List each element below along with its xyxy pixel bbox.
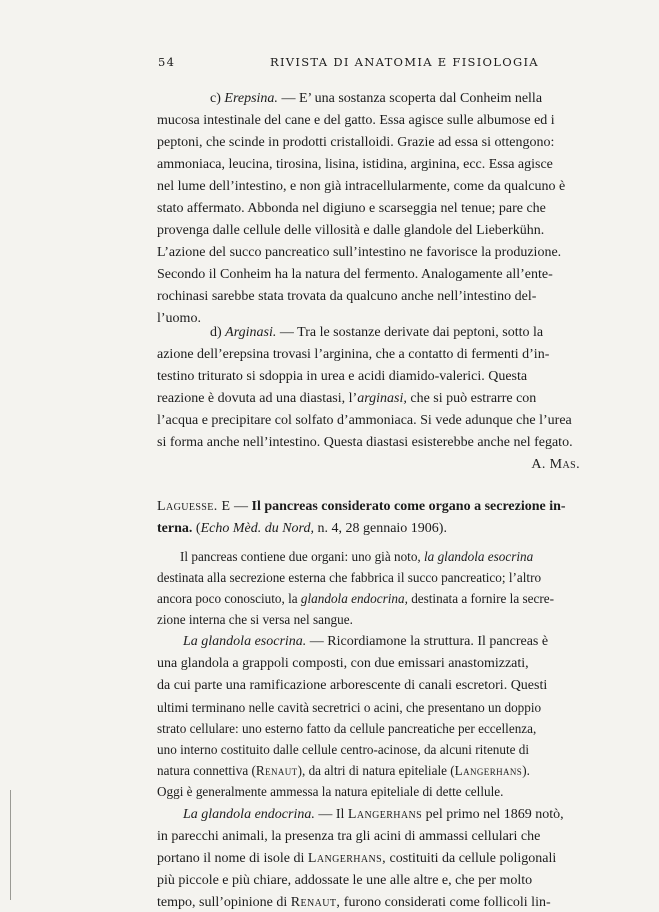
enzyme-name-arginasi: Arginasi.	[225, 325, 277, 340]
exocrine-heading: La glandola esocrina.	[183, 634, 307, 649]
arginasi-term: arginasi,	[357, 391, 407, 406]
review-title-line: Laguesse. E — Il pancreas considerato come organo a secrezione in-	[157, 499, 566, 514]
text-line: strato cellulare: uno esterno fatto da cellule pancreatiche per eccellenza,	[157, 721, 537, 736]
text-line: rochinasi sarebbe stata trovata da qualcuno anche nell’intestino del-	[157, 289, 537, 304]
review-title: Il pancreas considerato come organo a secrezione in-	[251, 499, 566, 514]
text-line: portano il nome di isole di Langerhans, costituiti da cellule poligonali	[157, 851, 557, 866]
endocrine-heading-line: La glandola endocrina. — Il Langerhans pel primo nel 1869 notò,	[183, 807, 564, 822]
text-line: — E’ una sostanza scoperta dal Conheim nella	[281, 91, 543, 106]
text-line: nel lume dell’intestino, e non già intracellularmente, come da qualcuno è	[157, 179, 566, 194]
erepsina-first-line	[210, 90, 579, 108]
text-line: in parecchi animali, la presenza tra gli acini di ammassi cellulari che	[157, 829, 541, 844]
text-line: testino triturato si sdoppia in urea e acidi diamido-valerici. Questa	[157, 369, 528, 384]
text-line: tempo, sull’opinione di Renaut, furono considerati come follicoli lin-	[157, 895, 551, 910]
text-line: natura connettiva (Renaut), da altri di natura epiteliale (Langerhans).	[157, 763, 530, 778]
text-line: reazione è dovuta ad una diastasi, l’arginasi, che si può estrarre con	[157, 391, 537, 406]
text-line: l’acqua e precipitare col solfato d’ammoniaca. Si vede adunque che l’urea	[157, 413, 572, 428]
text-line: L’azione del succo pancreatico sull’intestino ne favorisce la produzione.	[157, 245, 562, 260]
text-line: più piccole e più chiare, addossate le une alle altre e, che per molto	[157, 873, 533, 888]
text-line: Secondo il Conheim ha la natura del fermento. Analogamente all’ente-	[157, 267, 553, 282]
text-line: provenga dalle cellule delle villosità e dalle glandole del Lieberkühn.	[157, 223, 545, 238]
review-author: Laguesse. E	[157, 499, 231, 514]
text-line: — Tra le sostanze derivate dai peptoni, sotto la	[279, 325, 544, 340]
text-line: azione dell’erepsina trovasi l’arginina, che a contatto di fermenti d’in-	[157, 347, 550, 362]
item-label-c: c)	[210, 91, 221, 106]
text-line: l’uomo.	[157, 311, 201, 326]
review-title-line-2: terna. (Echo Mèd. du Nord, n. 4, 28 gennaio 1906).	[157, 521, 447, 536]
text-line: zione interna che si versa nel sangue.	[157, 612, 353, 627]
exocrine-heading-line: La glandola esocrina. — Ricordiamone la struttura. Il pancreas è	[183, 634, 549, 649]
text-line: mucosa intestinale del cane e del gatto. Essa agisce sulle albumose ed i	[157, 113, 555, 128]
arginasi-first-line	[210, 324, 579, 342]
enzyme-name-erepsina: Erepsina.	[224, 91, 278, 106]
text-line: peptoni, che scinde in prodotti cristalloidi. Grazie ad essa si ottengono:	[157, 135, 555, 150]
endocrine-heading: La glandola endocrina.	[183, 807, 315, 822]
page-number: 54	[158, 55, 176, 69]
text-line: destinata alla secrezione esterna che fabbrica il succo pancreatico; l’altro	[157, 570, 542, 585]
text-line: uno interno costituito dalle cellule centro-acinose, da alcuni ritenute di	[157, 742, 530, 757]
text-line: una glandola a grappoli composti, con due emissari anastomizzati,	[157, 656, 529, 671]
binding-shadow-line	[10, 790, 11, 900]
text-line: ammoniaca, leucina, tirosina, lisina, istidina, arginina, ecc. Essa agisce	[157, 157, 553, 172]
text-line: ancora poco conosciuto, la glandola endocrina, destinata a fornire la secre-	[157, 591, 554, 606]
author-signature: A. Mas.	[531, 457, 580, 472]
review-source: Echo Mèd. du Nord,	[200, 521, 314, 536]
text-line: stato affermato. Abbonda nel digiuno e scarseggia nel tenue; pare che	[157, 201, 546, 216]
journal-title: RIVISTA DI ANATOMIA E FISIOLOGIA	[270, 55, 539, 69]
running-header	[158, 55, 578, 73]
text-line: Oggi è generalmente ammessa la natura epiteliale di dette cellule.	[157, 784, 504, 799]
item-label-d: d)	[210, 325, 222, 340]
text-line: da cui parte una ramificazione arborescente di canali escretori. Questi	[157, 678, 548, 693]
text-line: si forma anche nell’intestino. Questa diastasi esisterebbe anche nel fegato.	[157, 435, 573, 450]
text-line: ultimi terminano nelle cavità secretrici o acini, che presentano un doppio	[157, 700, 542, 715]
text-line: Il pancreas contiene due organi: uno già noto, la glandola esocrina	[180, 549, 534, 564]
